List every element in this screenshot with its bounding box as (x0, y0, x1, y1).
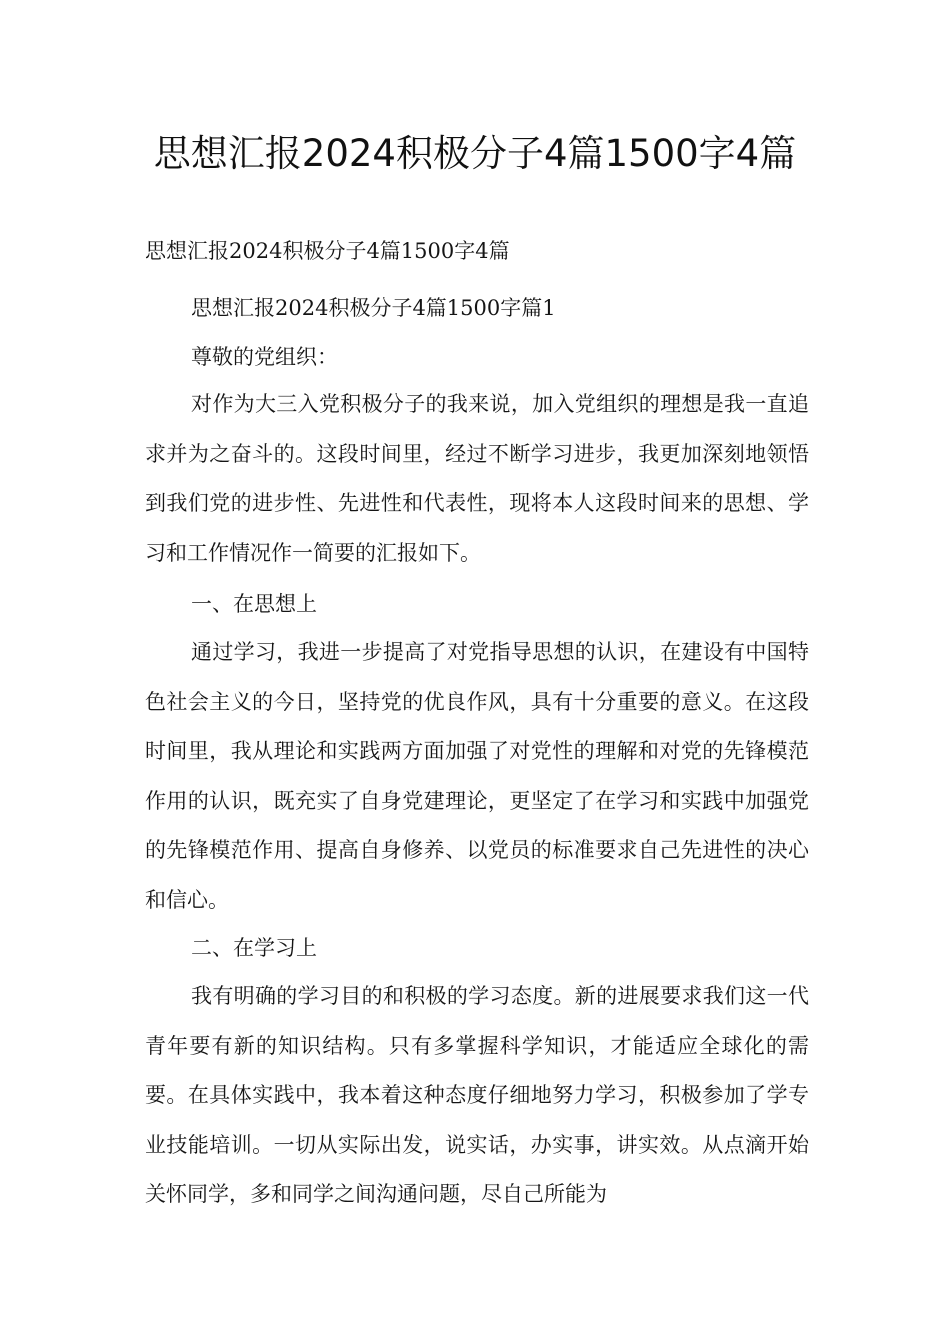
salutation: 尊敬的党组织： (191, 345, 338, 369)
intro-paragraph: 对作为大三入党积极分子的我来说，加入党组织的理想是我一直追求并为之奋斗的。这段时间里，经过不断学习进步，我更加深刻地领悟到我们党的进步性、先进性和代表性，现将本人这段时间来的思想、学习和工作情况作一简要的汇报如下。 (145, 392, 809, 565)
study-paragraph: 我有明确的学习目的和积极的学习态度。新的进展要求我们这一代青年要有新的知识结构。只有多掌握科学知识，才能适应全球化的需要。在具体实践中，我本着这种态度仔细地努力学习，积极参加了学专业技能培训。一切从实际出发，说实话，办实事，讲实效。从点滴开始关怀同学，多和同学之间沟通问题，尽自己所能为 (145, 984, 809, 1206)
thought-paragraph: 通过学习，我进一步提高了对党指导思想的认识，在建设有中国特色社会主义的今日，坚持党的优良作风，具有十分重要的意义。在这段时间里，我从理论和实践两方面加强了对党性的理解和对党的先锋模范作用的认识，既充实了自身党建理论，更坚定了在学习和实践中加强党的先锋模范作用、提高自身修养、以党员的标准要求自己先进性的决心和信心。 (145, 640, 809, 912)
heading-study: 二、在学习上 (191, 936, 317, 960)
document-subtitle: 思想汇报2024积极分子4篇1500字4篇 (145, 239, 510, 263)
heading-thought: 一、在思想上 (191, 592, 317, 616)
document-title: 思想汇报2024积极分子4篇1500字4篇 (153, 132, 797, 175)
section-heading-part-1: 思想汇报2024积极分子4篇1500字篇1 (191, 296, 556, 320)
